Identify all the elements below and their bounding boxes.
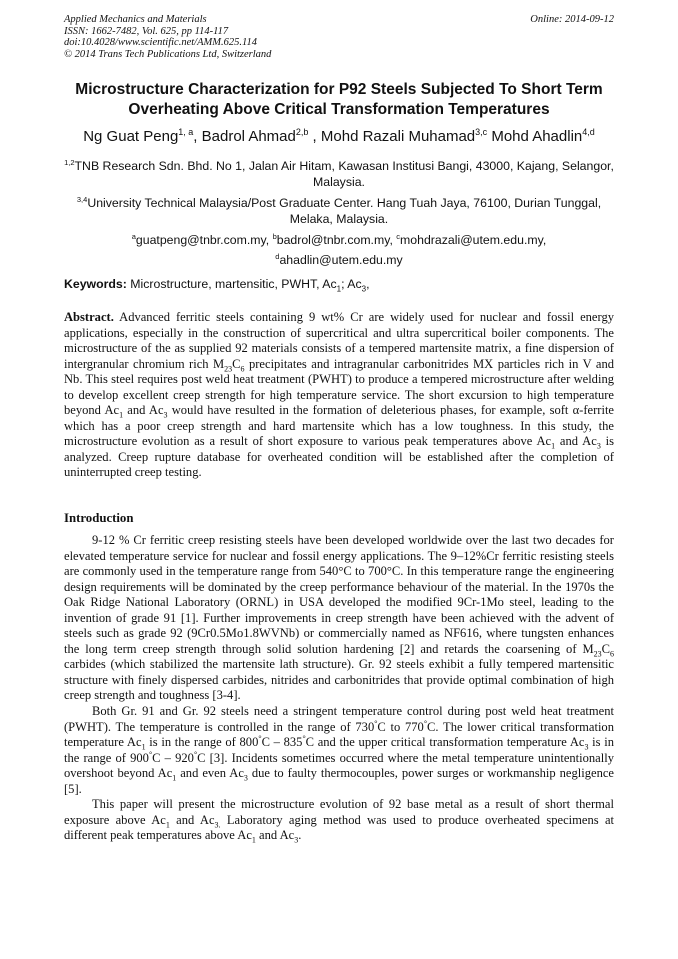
author-name: Mohd Ahadlin [491,128,583,145]
subscript: 1 [336,284,342,294]
paragraph-text: C to 770 [377,719,424,734]
aff-text: TNB Research Sdn. Bhd. No 1, Jalan Air Hitam, Kawasan Institusi Bangi, 43000, Kajang, Selangor, Malaysia. [74,159,614,189]
paragraph-text: Laboratory aging method was used to produce overheated specimens at different peak temperatures above Ac [64,812,614,843]
keywords-text: Microstructure, martensitic, PWHT, Ac [130,277,337,291]
author-sup: 4,d [582,127,595,137]
paragraph-text: Both Gr. 91 and Gr. 92 steels need a stringent temperature control during post weld heat treatment (PWHT). The temperature is controlled in the range of 730 [64,704,614,734]
aff-sup: 3,4 [76,195,88,204]
paragraph-text: C – 835 [261,735,303,750]
subscript: 23 [593,649,602,659]
aff-sup: 1,2 [64,158,75,167]
email-sup: c [396,232,401,241]
subscript: 23 [224,364,233,374]
subscript: 3 [596,441,601,451]
paragraph-text: C [3]. Incidents sometimes occurred where the metal temperature unintentionally overshoot beyond Ac [64,750,615,781]
subscript: 3 [584,742,589,752]
email: badrol@tnbr.com.my, [276,233,393,248]
doi-line: doi:10.4028/www.scientific.net/AMM.625.114 [64,37,257,49]
paper-title: Microstructure Characterization for P92 Steels Subjected To Short Term Overheating Above Critical Transformation Temperatures [75,81,603,118]
subscript: 1 [141,742,146,752]
paragraph-text: is in the range of 900 [64,735,614,765]
degree-sup: ° [193,749,198,759]
paragraph-text: C – 920 [152,750,194,765]
email-sup: d [275,251,280,261]
subscript: 3 [361,284,367,294]
author-name: Ng Guat Peng [83,128,179,145]
journal-name: Applied Mechanics and Materials [64,14,207,25]
abstract-text: is analyzed. Creep rupture database for overheated condition will be established after the completion of uninterrupted creep testing. [64,434,615,480]
email: mohdrazali@utem.edu.my, [400,233,547,248]
email: guatpeng@tnbr.com.my, [135,233,270,248]
paragraph-text: 9-12 % Cr ferritic creep resisting steels have been developed worldwide over the last two decades for elevated temperature service for nuclear and fossil energy applications. The 9–12%Cr ferritic resisting steels are commonly used in the temperature range from 540°C to 700°C. In this temperature range the engineering design requirements will be dominated by the creep performance behaviour of the material. In the 1970s the Oak Ridge National Laboratory (ORNL) in USA developed the modified 9Cr-1Mo steel, leading to the invention of grade 91 [1]. Further improvements in creep strength have been achieved with the advent of steels such as grade 92 (9Cr0.5Mo1.8WVNb) or commercially named as NF616, where tungsten enhances the long term creep strength through solid solution hardening [2] and retards the coarsening of M [64,533,614,656]
subscript: 3 [243,773,248,783]
paragraph-text: . [298,828,302,843]
degree-sup: ° [374,718,378,728]
subscript: 3 [163,410,168,420]
subscript: 1 [251,835,256,845]
subscript: 3. [214,820,221,830]
author-sup: 1, a [178,127,194,137]
email-sup: b [272,232,277,241]
paragraph-text: C. The lower critical transformation temperature Ac [64,719,614,750]
subscript: 6 [240,364,245,374]
paragraph-text: and Ac [169,812,215,827]
subscript: 1 [165,820,170,830]
degree-sup: ° [302,733,306,743]
paragraph-text: and even Ac [176,766,244,781]
author-list: Ng Guat Peng$^{1, a}$, Badrol Ahmad$^{2,b}$ , Mohd Razali Muhamad$^{3,c}$ Mohd Ahadlin$^{4,d}$ [83,127,595,145]
paragraph-text: C [601,641,610,656]
paragraph-text: and Ac [255,828,295,843]
email-list [64,229,614,268]
email-sup: a [131,232,136,241]
abstract-text: would have resulted in the formation of deleterious phases, for example, soft α-ferrite which has a poor creep strength and hard martensite which has a low toughness. In this study, the microstructure evolution as a result of short exposure to various peak temperatures above Ac [64,403,614,449]
paragraph [64,533,614,704]
abstract-text: and Ac [123,403,164,418]
degree-sup: ° [423,718,428,728]
copyright-line: © 2014 Trans Tech Publications Ltd, Switzerland [64,48,272,60]
aff-text: University Technical Malaysia/Post Graduate Center. Hang Tuah Jaya, 76100, Durian Tunggal, Melaka, Malaysia. [87,196,602,226]
degree-sup: ° [148,749,153,759]
subscript: 1 [551,441,556,451]
section-heading: Introduction [64,511,134,525]
paragraph-text: is in the range of 800 [145,735,259,750]
subscript: 3 [294,835,299,845]
paragraph [64,704,614,797]
author-sup: 2,b [295,127,309,137]
paragraph-text: C and the upper critical transformation temperature Ac [305,735,585,750]
keywords-text: , [366,277,370,291]
keywords [64,277,624,293]
online-date: Online: 2014-09-12 [530,14,614,25]
degree-sup: ° [258,733,262,743]
paragraph-text: carbides (which stabilized the martensite lath structure). Gr. 92 steels exhibit a fully tempered martensitic structure with finely dispersed carbides, nitrides and carbonitrides that provide optimal combination of high creep strength and toughness [3-4]. [64,657,614,703]
author-name: Mohd Razali Muhamad [320,128,476,145]
abstract-label: Abstract. [64,310,114,324]
abstract-text: Advanced ferritic steels containing 9 wt% Cr are widely used for nuclear and fossil energy applications, especially in the construction of supercritical and ultra supercritical boiler components. The microstructure of the as supplied 92 materials consists of a tempered martensite matrix, a fine dispersion of intergranular chromium rich M [64,310,614,371]
affiliation-2 [64,192,614,227]
keywords-label: Keywords: [64,277,127,291]
author-sup: 3,c [475,127,488,137]
introduction-body [64,533,614,844]
author-name: Badrol Ahmad [201,128,296,145]
email: ahadlin@utem.edu.my [279,252,403,267]
abstract-text: C [232,356,241,371]
subscript: 1 [172,773,177,783]
paragraph-text: due to faulty thermocouples, power surges or workmanship negligence [5]. [64,766,614,796]
subscript: 6 [610,649,614,659]
paragraph [64,797,614,844]
issn-line: ISSN: 1662-7482, Vol. 625, pp 114-117 [64,25,229,37]
abstract-text: and Ac [555,434,597,449]
affiliation-1 [64,155,614,190]
abstract-text: precipitates and intragranular carbonitrides MX particles rich in V and Nb. This steel requires post weld heat treatment (PWHT) to produce a tempered microstructure after welding to develop excellent creep strength for high temperature service. The short excursion to high temperature beyond Ac [64,356,614,418]
journal-info [64,14,271,60]
keywords-text: ; Ac [341,277,362,291]
subscript: 1 [119,410,124,420]
paragraph-text: This paper will present the microstructure evolution of 92 base metal as a result of short thermal exposure above Ac [64,797,614,827]
abstract [64,310,614,481]
